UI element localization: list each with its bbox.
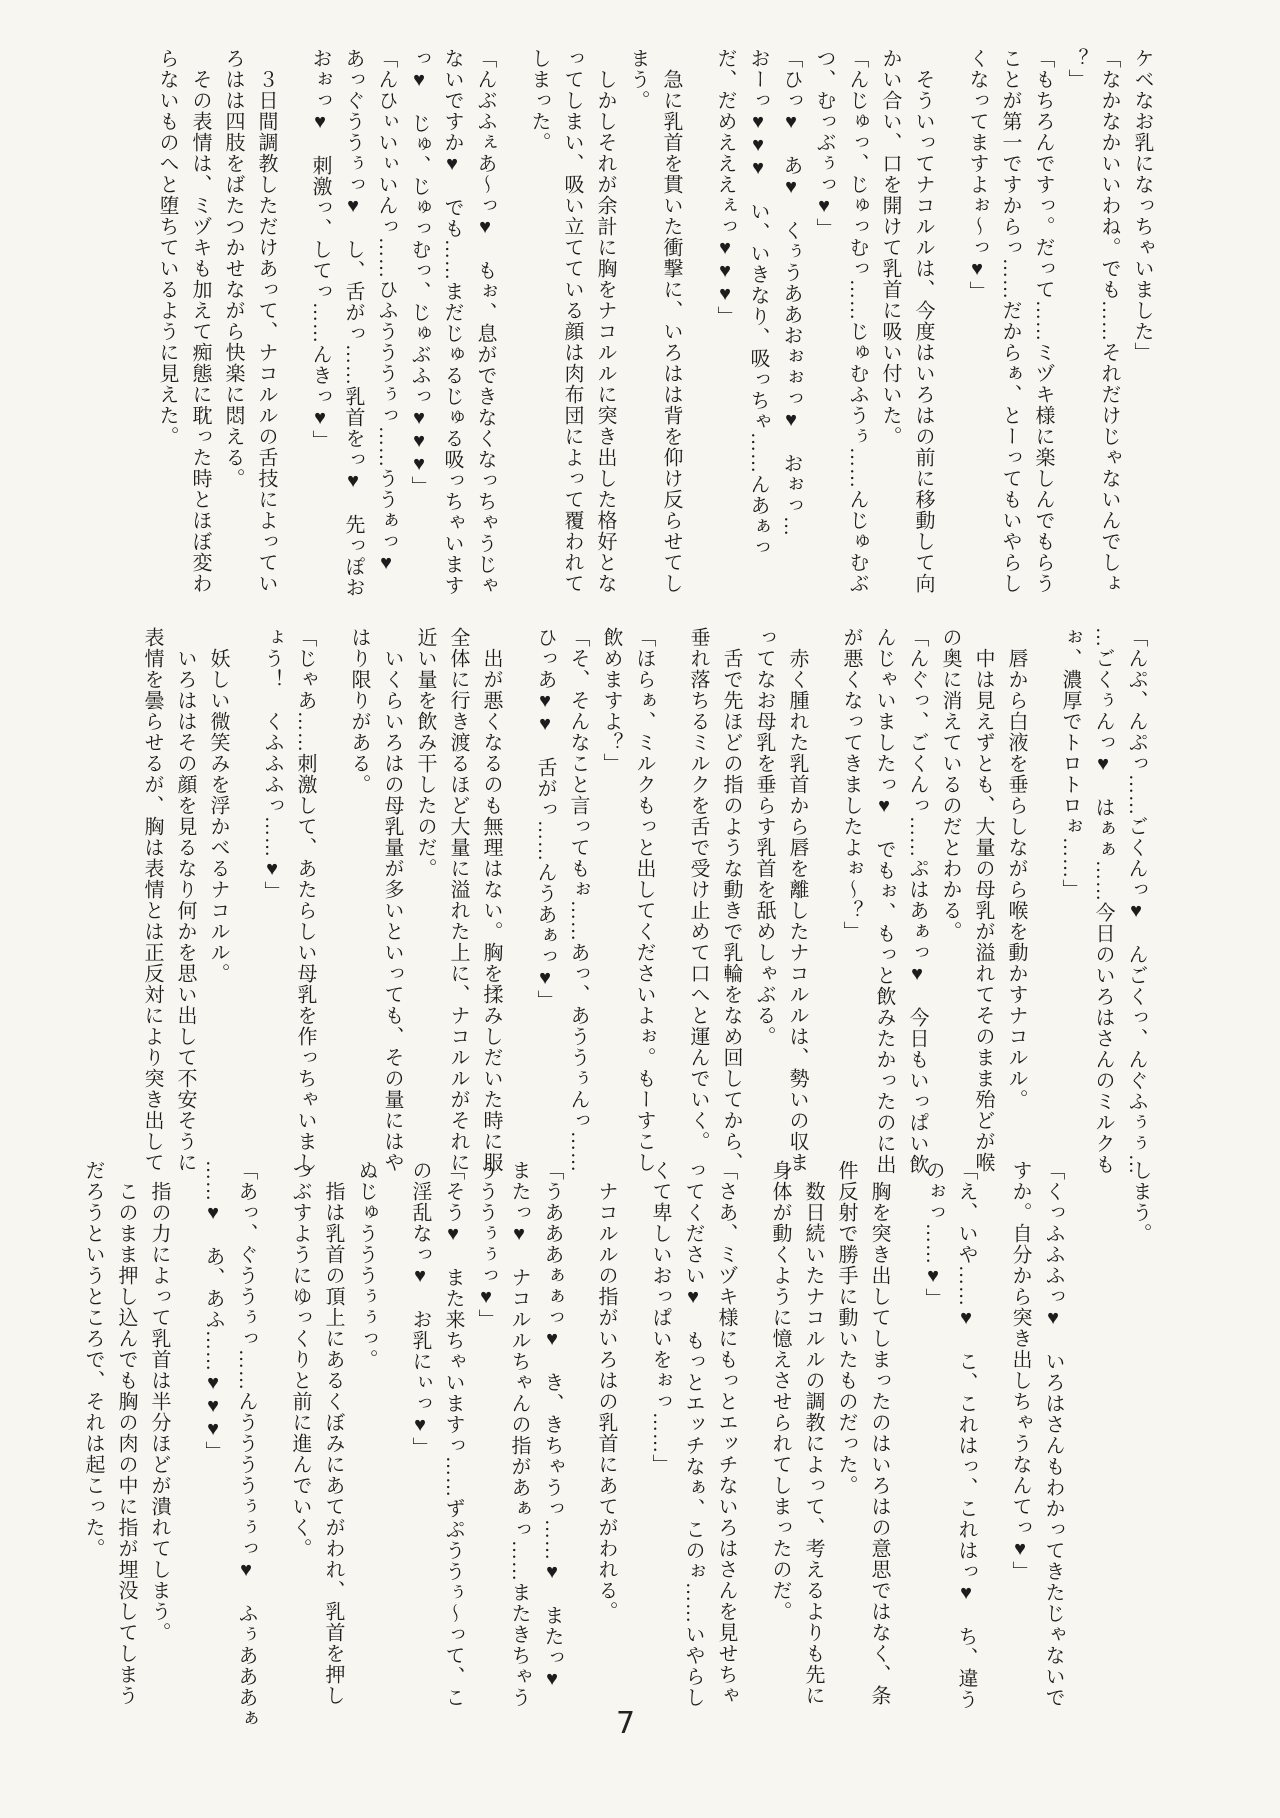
text-column: っ♥ じゅ、じゅっむっ、じゅぶふっ♥♥♥」 (408, 48, 430, 497)
text-column: おぉっ♥ 刺激っ、してっ……んきっ♥」 (309, 48, 331, 451)
text-column: かい合い、口を開けて乳首に吸い付いた。 (879, 48, 901, 447)
text-column: 「うあああぁぁっ♥ き、きちゃうっ……♥ またっ♥ (541, 1160, 563, 1691)
text-column: ってしまい、吸い立てている顔は肉布団によって覆われて (561, 48, 583, 594)
text-band-top (150, 48, 1158, 598)
text-column: 「んひぃいぃいんっ……ひふうううぅっ……ううぁっ♥ (375, 48, 397, 575)
text-column: またっ♥ ナコルルちゃんの指があぁっ……またきちゃう (508, 1160, 530, 1708)
text-column: ……♥ あ、あふ……♥♥♥」 (202, 1160, 224, 1462)
text-column: ないですか♥ でも……まだじゅるじゅる吸っちゃいます (441, 48, 463, 596)
text-column: 全体に行き渡るほど大量に溢れた上に、ナコルルがそれに (447, 627, 469, 1173)
text-column: あっぐううぅっ♥ し、舌がっ……乳首をっ♥ 先っぽお (342, 48, 364, 598)
text-column: ？」 (1065, 48, 1087, 90)
text-column: 「んぶふぇあ～っ♥ もぉ、息ができなくなっちゃうじゃ (474, 48, 496, 596)
text-column: 妖しい微笑みを浮かべるナコルル。 (207, 648, 229, 984)
text-column: 「あっ、ぐううぅっ……んううううぅぅっ♥ ふぅあああぁ (235, 1160, 257, 1729)
text-band-middle (135, 627, 1152, 1175)
text-column: すか。自分から突き出しちゃうなんてっ♥」 (1009, 1160, 1031, 1582)
text-column: おーっ♥♥♥ い、いきなり、吸っちゃ……んあぁっ (747, 48, 769, 558)
text-column: 胸を突き出してしまったのはいろはの意思ではなく、条 (868, 1181, 890, 1706)
text-column: はり限りがある。 (348, 627, 370, 795)
text-column: いくらいろはの母乳量が多いといっても、その量にはや (381, 648, 403, 1173)
text-column: 「んぐっ、ごくんっ……ぷはあぁっ♥ 今日もいっぱい飲 (906, 627, 928, 1175)
text-column: ことが第一ですからっ……だからぁ、とーってもいやらし (999, 48, 1021, 594)
text-column: 「なかなかいいわね。でも……それだけじゃないんでしょ (1098, 48, 1120, 594)
text-band-bottom (76, 1160, 1156, 1729)
text-column: しまった。 (528, 48, 550, 153)
text-column: 「んじゅっ、じゅっむっ……じゅむふうぅ……んじゅむぶ (846, 48, 868, 594)
text-column: 「ひっ♥ あ♥ くぅうああおぉぉっ♥ おぉっ… (780, 48, 802, 537)
text-column: ってください♥ もっとエッチなぁ、このぉ……いやらし (682, 1160, 704, 1708)
text-column: ぬじゅうううぅぅっ。 (355, 1160, 377, 1370)
page-number: 7 (616, 1706, 636, 1741)
text-column: 中は見えずとも、大量の母乳が溢れてそのまま殆どが喉 (972, 648, 994, 1173)
text-column: 急に乳首を貫いた衝撃に、いろはは背を仰け反らせてし (660, 69, 682, 594)
text-column: が悪くなってきましたよぉ～？」 (840, 627, 862, 942)
text-column: ろはは四肢をばたつかせながら快楽に悶える。 (222, 48, 244, 489)
text-column: 表情を曇らせるが、胸は表情とは正反対により突き出して (141, 627, 163, 1173)
text-column: だろうというところで、それは起こった。 (82, 1160, 104, 1559)
text-column: その表情は、ミヅキも加えて痴態に耽った時とほぼ変わ (189, 69, 211, 594)
text-column: うううぅぅっ♥」 (475, 1160, 497, 1330)
text-column: らないものへと堕ちているように見えた。 (156, 48, 178, 447)
text-column: ひっあ♥♥ 舌がっ……んうあぁっ♥」 (534, 627, 556, 1011)
text-column: 「そ、そんなこと言ってもぉ……あっ、あううぅんっ…… (567, 627, 589, 1173)
text-column: つぶすようにゆっくりと前に進んでいく。 (289, 1160, 311, 1559)
text-column: ３日間調教しただけあって、ナコルルの舌技によってい (255, 69, 277, 594)
text-column: 飲めますよ？」 (600, 627, 622, 774)
text-column: の淫乱なっ♥ お乳にぃっ♥」 (409, 1160, 431, 1458)
text-column: くて卑しいおっぱいをぉっ……」 (649, 1160, 671, 1475)
text-column: 近い量を飲み干したのだ。 (414, 627, 436, 879)
text-column: の奥に消えているのだとわかる。 (939, 627, 961, 942)
text-column: 「んぷ、んぷっ……ごくんっ♥ んごくっ、んぐふぅぅ… (1125, 627, 1147, 1175)
text-column: ナコルルの指がいろはの乳首にあてがわれる。 (595, 1181, 617, 1622)
text-column: まう。 (627, 48, 649, 111)
text-column: 舌で先ほどの指のような動きで乳輪をなめ回してから、 (720, 648, 742, 1173)
text-column: 数日続いたナコルルの調教によって、考えるよりも先に (802, 1181, 824, 1706)
text-column: 指は乳首の頂上にあるくぼみにあてがわれ、乳首を押し (322, 1181, 344, 1706)
text-column: 身体が動くように憶えさせられてしまったのだ。 (769, 1160, 791, 1622)
text-column: 「え、いや……♥ こ、これはっ、これはっ♥ ち、違う (955, 1160, 977, 1710)
text-column: …ごくぅんっ♥ はぁぁ……今日のいろはさんのミルクも (1092, 627, 1114, 1175)
text-column: のぉっ……♥」 (922, 1160, 944, 1309)
text-column: んじゃいましたっ♥ でもぉ、もっと飲みたかったのに出 (873, 627, 895, 1175)
text-column: このまま押し込んでも胸の肉の中に指が埋没してしまう (115, 1181, 137, 1706)
text-column: しかしそれが余計に胸をナコルルに突き出した格好とな (594, 69, 616, 594)
text-column: 赤く腫れた乳首から唇を離したナコルルは、勢いの収ま (786, 648, 808, 1173)
text-column: くなってますよぉ～っ♥」 (966, 48, 988, 302)
text-column: 「さあ、ミヅキ様にもっとエッチないろはさんを見せちゃ (715, 1160, 737, 1706)
text-column: 「ほらぁ、ミルクもっと出してくださいよぉ。もーすこし (633, 627, 655, 1173)
text-column: そういってナコルルは、今度はいろはの前に移動して向 (912, 69, 934, 594)
text-column: ケベなお乳になっちゃいました」 (1131, 48, 1153, 363)
text-column: ってなお母乳を垂らす乳首を舐めしゃぶる。 (753, 627, 775, 1047)
text-column: つ、むっぶぅっ♥」 (813, 48, 835, 239)
text-column: いろははその顔を見るなり何かを思い出して不安そうに (174, 648, 196, 1173)
text-column: 唇から白液を垂らしながら喉を動かすナコルル。 (1005, 648, 1027, 1110)
text-column: しまう。 (1129, 1160, 1151, 1244)
text-column: だ、だめえええぇっ♥♥♥」 (714, 48, 736, 327)
text-column: 「もちろんですっ。だって……ミヅキ様に楽しんでもらう (1032, 48, 1054, 594)
text-column: 「くっふふふっ♥ いろはさんもわかってきたじゃないで (1042, 1160, 1064, 1708)
text-column: 「じゃあ……刺激して、あたらしい母乳を作っちゃいまし (294, 627, 316, 1173)
text-column: 指の力によって乳首は半分ほどが潰れてしまう。 (148, 1181, 170, 1643)
text-column: 垂れ落ちるミルクを舌で受け止めて口へと運んでいく。 (687, 627, 709, 1152)
text-column: ょう！ くふふふっ……♥」 (261, 627, 283, 902)
text-column: ぉ、濃厚でトロトロぉ……」 (1059, 627, 1081, 900)
text-column: 「そう♥ また来ちゃいますっ……ずぷううぅ～って、こ (442, 1160, 464, 1708)
text-column: 出が悪くなるのも無理はない。胸を揉みしだいた時に服 (480, 648, 502, 1173)
text-column: 件反射で勝手に動いたものだった。 (835, 1160, 857, 1496)
